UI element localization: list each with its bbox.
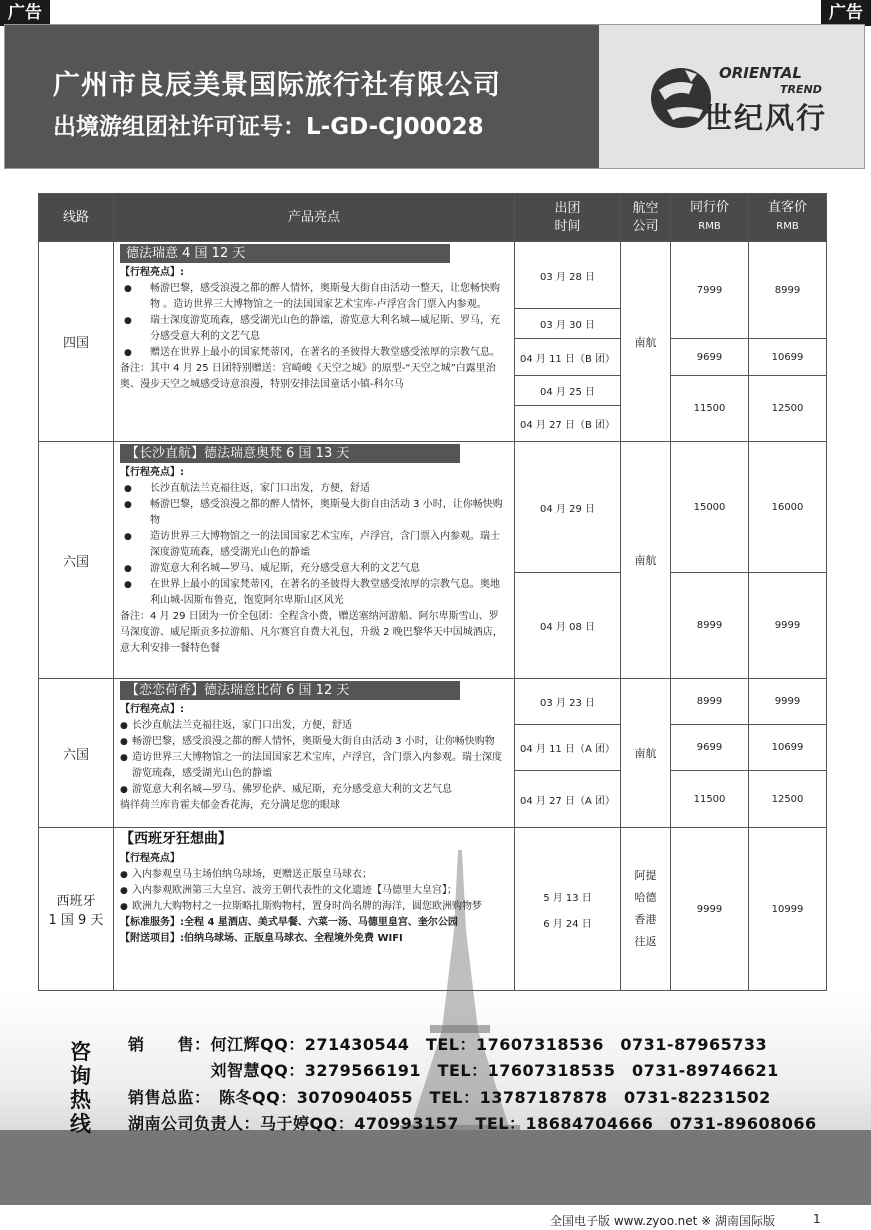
retail-price: 16000 — [749, 442, 827, 573]
highlight-label: 【行程亮点】: — [120, 267, 184, 278]
note: 徜徉荷兰库肯霍夫郁金香花海，充分满足您的眼球 — [120, 800, 340, 811]
depart-date: 03 月 30 日 — [515, 309, 621, 339]
peer-price: 8999 — [671, 679, 749, 725]
retail-price: 9999 — [749, 679, 827, 725]
logo-text-chinese: 世纪风行 — [703, 101, 828, 135]
list-item: ● 长沙直航法兰克福往返，家门口出发，方便，舒适 — [120, 718, 508, 734]
retail-price: 10699 — [749, 339, 827, 376]
retail-price: 10699 — [749, 725, 827, 771]
depart-date: 04 月 27 日（B 团） — [515, 406, 621, 442]
table-row — [39, 242, 827, 309]
peer-price: 9699 — [671, 339, 749, 376]
col-retail-price: 直客价 RMB — [749, 194, 827, 242]
ad-label-left: 广告 — [0, 0, 50, 26]
peer-price: 11500 — [671, 376, 749, 442]
company-name: 广州市良辰美景国际旅行社有限公司 — [53, 70, 501, 101]
gift-items: 【附送项目】:伯纳乌球场、正版皇马球衣、全程境外免费 WIFI — [120, 933, 403, 944]
list-item: ● 入内参观欧洲第三大皇宫、波旁王朝代表性的文化遗迹【马德里大皇宫】； — [120, 883, 508, 899]
brand-logo — [645, 60, 845, 135]
airline-cell: 南航 — [621, 242, 671, 442]
list-item: ● 长沙直航法兰克福往返，家门口出发，方便，舒适 — [120, 481, 508, 497]
product-title: 【恋恋荷香】德法瑞意比荷 6 国 12 天 — [120, 681, 460, 700]
col-depart: 出团 时间 — [515, 194, 621, 242]
product-highlights-cell — [114, 242, 515, 442]
route-cell: 四国 — [39, 242, 114, 442]
depart-date: 04 月 25 日 — [515, 376, 621, 406]
list-item: ● 游览意大利名城—罗马、佛罗伦萨、威尼斯，充分感受意大利的文艺气息 — [120, 782, 508, 798]
logo-text-trend: TREND — [780, 83, 822, 96]
product-title: 德法瑞意 4 国 12 天 — [120, 244, 450, 263]
retail-price: 8999 — [749, 242, 827, 339]
highlight-label: 【行程亮点】 — [120, 853, 180, 864]
list-item: ● 赠送在世界上最小的国家梵蒂冈，在著名的圣彼得大教堂感受浓厚的宗教气息。 — [120, 345, 508, 361]
note: 备注：4 月 29 日团为一价全包团：全程含小费，赠送塞纳河游船、阿尔卑斯雪山、罗马深度游、威尼斯贡多拉游船、凡尔赛宫自费大礼包，升级 2 晚巴黎华天中国城酒店，意大利安排一餐特色餐 — [120, 611, 503, 654]
list-item: ● 入内参观皇马主场伯纳乌球场，更赠送正版皇马球衣； — [120, 867, 508, 883]
list-item: ● 造访世界三大博物馆之一的法国国家艺术宝库，卢浮宫，含门票入内参观。瑞士深度游览琉森，感受湖光山色的静谧 — [120, 750, 508, 782]
peer-price: 8999 — [671, 573, 749, 679]
retail-price: 12500 — [749, 771, 827, 828]
list-item: ● 畅游巴黎，感受浪漫之都的醉人情怀，奥斯曼大街自由活动一整天，让您畅快购物 。造访世界三大博物馆之一的法国国家艺术宝库-卢浮宫含门票入内参观。 — [120, 281, 508, 313]
depart-date: 04 月 08 日 — [515, 573, 621, 679]
peer-price: 9999 — [671, 828, 749, 991]
license-number: 出境游组团社许可证号：L-GD-CJ00028 — [53, 114, 484, 140]
product-title: 【西班牙狂想曲】 — [120, 831, 232, 847]
depart-date: 04 月 29 日 — [515, 442, 621, 573]
standard-service: 【标准服务】:全程 4 星酒店、美式早餐、六菜一汤、马德里皇宫、奎尔公园 — [120, 917, 458, 928]
retail-price: 12500 — [749, 376, 827, 442]
list-item: ● 畅游巴黎，感受浪漫之都的醉人情怀，奥斯曼大街自由活动 3 小时，让你畅快购物 — [120, 734, 508, 750]
peer-price: 7999 — [671, 242, 749, 339]
airline-cell: 阿提 哈德 香港 往返 — [621, 828, 671, 991]
route-cell: 六国 — [39, 442, 114, 679]
city-silhouette — [0, 1130, 871, 1205]
contact-row: 销售总监： 陈冬QQ：3070904055 TEL：13787187878 0731-82231502 — [128, 1088, 771, 1107]
peer-price: 15000 — [671, 442, 749, 573]
depart-date: 04 月 27 日（A 团） — [515, 771, 621, 828]
list-item: ● 畅游巴黎，感受浪漫之都的醉人情怀，奥斯曼大街自由活动 3 小时，让你畅快购物 — [120, 497, 508, 529]
list-item: ● 在世界上最小的国家梵蒂冈，在著名的圣彼得大教堂感受浓厚的宗教气息。奥地利山城-因斯布鲁克，饱览阿尔卑斯山区风光 — [120, 577, 508, 609]
retail-price: 10999 — [749, 828, 827, 991]
header-banner — [4, 24, 865, 169]
airline-cell: 南航 — [621, 442, 671, 679]
table-header-row — [39, 194, 827, 242]
airline-cell: 南航 — [621, 679, 671, 828]
depart-date: 5 月 13 日 6 月 24 日 — [515, 828, 621, 991]
product-highlights-cell — [114, 828, 515, 991]
depart-date: 03 月 23 日 — [515, 679, 621, 725]
retail-price: 9999 — [749, 573, 827, 679]
table-row — [39, 442, 827, 573]
depart-date: 04 月 11 日（B 团） — [515, 339, 621, 376]
route-cell: 六国 — [39, 679, 114, 828]
contact-row: 湖南公司负责人：马于婷QQ：470993157 TEL：18684704666 0731-89608066 — [128, 1114, 817, 1133]
highlight-label: 【行程亮点】: — [120, 704, 184, 715]
product-highlights-cell — [114, 679, 515, 828]
depart-date: 04 月 11 日（A 团） — [515, 725, 621, 771]
list-item: ● 欧洲九大购物村之一拉斯略扎斯购物村，置身时尚名牌的海洋，圆您欧洲购物梦 — [120, 899, 508, 915]
col-route: 线路 — [39, 194, 114, 242]
logo-text-oriental: ORIENTAL — [719, 64, 802, 82]
route-cell: 西班牙 1 国 9 天 — [39, 828, 114, 991]
list-item: ● 造访世界三大博物馆之一的法国国家艺术宝库，卢浮宫，含门票入内参观。瑞士深度游览琉森，感受湖光山色的静谧 — [120, 529, 508, 561]
contact-row: 刘智慧QQ：3279566191 TEL：17607318535 0731-89746621 — [128, 1061, 779, 1080]
col-airline: 航空 公司 — [621, 194, 671, 242]
col-highlights: 产品亮点 — [114, 194, 515, 242]
footer — [0, 1205, 871, 1230]
table-row — [39, 828, 827, 991]
list-item: ● 游览意大利名城—罗马、威尼斯，充分感受意大利的文艺气息 — [120, 561, 508, 577]
contact-hotline-title: 咨 询 热 线 — [70, 1040, 91, 1136]
product-highlights-cell — [114, 442, 515, 679]
list-item: ● 瑞士深度游览琉森，感受湖光山色的静谧，游览意大利名城—威尼斯、罗马，充分感受意大利的文艺气息 — [120, 313, 508, 345]
peer-price: 11500 — [671, 771, 749, 828]
depart-date: 03 月 28 日 — [515, 242, 621, 309]
tour-table — [38, 193, 827, 991]
footer-text: 全国电子版 www.zyoo.net ※ 湖南国际版 — [550, 1214, 776, 1228]
table-row — [39, 679, 827, 725]
ad-label-right: 广告 — [821, 0, 871, 26]
note: 备注：其中 4 月 25 日团特别赠送：宫崎峻《天空之城》的原型-“天空之城”白露里治奥、漫步天空之城感受诗意浪漫，特别安排法国童话小镇-科尔马 — [120, 363, 496, 390]
highlight-label: 【行程亮点】: — [120, 467, 184, 478]
product-title: 【长沙直航】德法瑞意奥梵 6 国 13 天 — [120, 444, 460, 463]
col-peer-price: 同行价 RMB — [671, 194, 749, 242]
page-number: 1 — [813, 1212, 821, 1226]
contact-row: 销 售：何江辉QQ：271430544 TEL：17607318536 0731-87965733 — [128, 1035, 768, 1054]
peer-price: 9699 — [671, 725, 749, 771]
